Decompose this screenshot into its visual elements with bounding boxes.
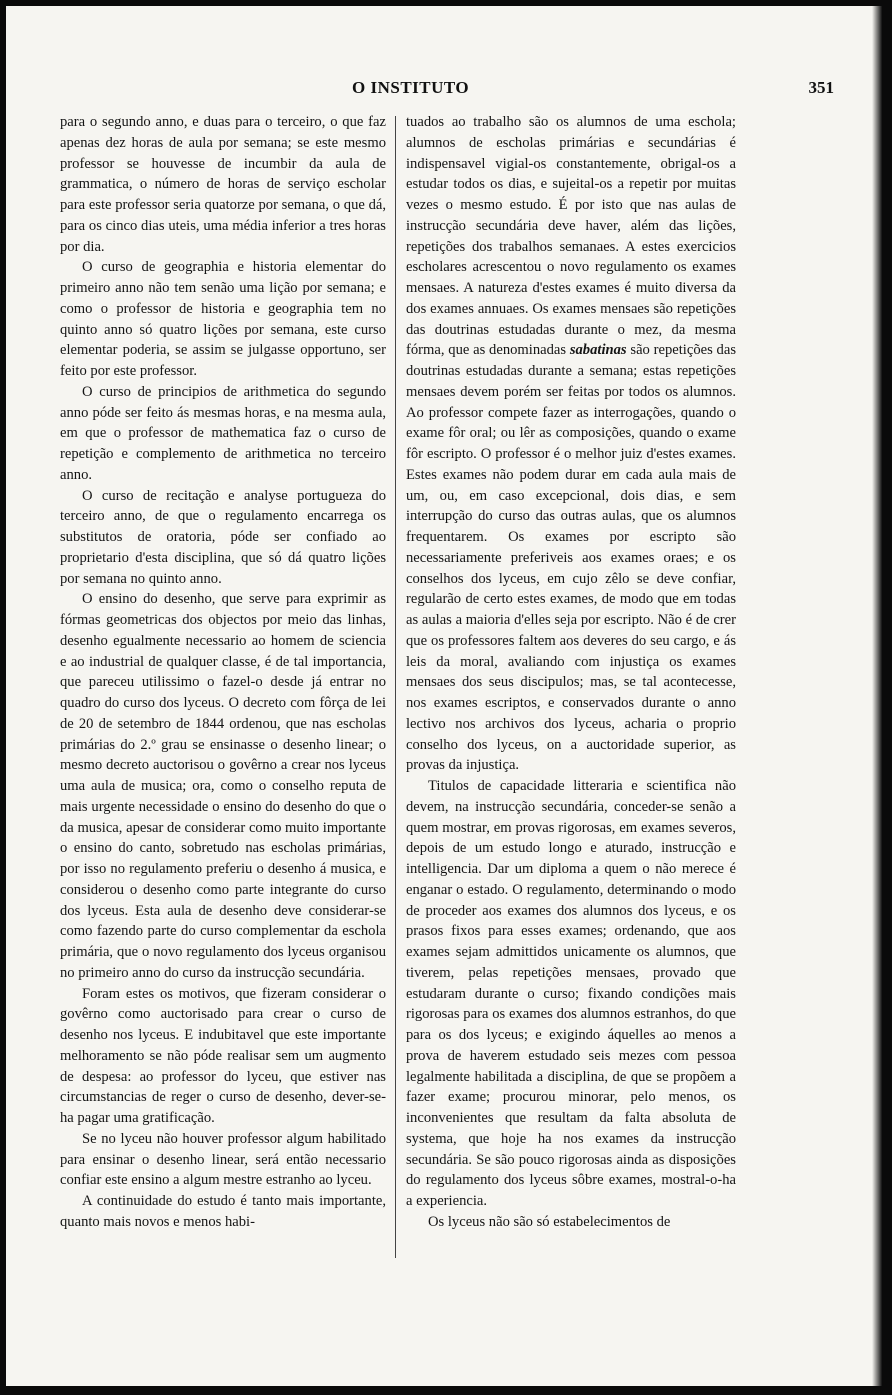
column-divider — [395, 116, 396, 1258]
italic-term: sabatinas — [569, 342, 627, 359]
journal-page — [6, 6, 882, 1386]
paragraph: Titulos de capacidade litteraria e scientifica não devem, na instrucção secundária, conceder-se senão a quem mostrar, em provas rigorosas, em exames severos, depois de um estudo longo e aturado, instrucção e intelligencia. Dar um diploma a quem o não merece é enganar o estado. O regulamento, determinando o modo de proceder aos exames dos alumnos dos lyceus, e os prasos fixos para esses exames; ordenando, que aos exames sejam admittidos unicamente os alumnos, que tiverem, pelas repetições mensaes, provado que estudaram durante o curso; fixando condições mais rigorosas para os exames dos alumnos estranhos, do que para os dos lyceus; e exigindo áquelles ao menos a prova de haverem estudado seis mezes com pessoa legalmente habilitada a disciplina, de que se propõem a fazer exame; procurou minorar, pelo menos, os inconvenientes que resultam da falta absoluta de systema, que hoje ha nos exames da instrucção secundária. Se são pouco rigorosas ainda as disposições do regulamento dos lyceus sôbre exames, mostral-o-ha a experiencia. — [406, 778, 736, 1209]
paragraph-text: são repetições das doutrinas estudadas durante a semana; estas repetições mensaes devem porém ser feitas por todos os alumnos. Ao professor compete fazer as interrogações, quando o exame fôr oral; ou lêr as composições, quando o exame fôr escripto. O professor é o melhor juiz d'estes exames. Estes exames não podem durar em cada aula mais de um, ou, em caso excepcional, dois dias, e sem interrupção do curso das outras aulas, que os alumnos frequentarem. Os exames por escripto são necessariamente preferiveis aos exames oraes; e os conselhos dos lyceus, em cujo zêlo se deve confiar, regularão de certo estes exames, de modo que em todas as aulas a maioria d'elles seja por escripto. Não é de crer que os professores faltem aos deveres do seu cargo, e ás leis da moral, avaliando com injustiça os exames mensaes dos seus discipulos; mas, se tal acontecesse, nos exames escriptos, e conservados durante o anno lectivo nos archivos dos lyceus, acharia o proprio conselho dos lyceus, on a auctoridade superior, as provas da injustiça. — [406, 342, 736, 774]
right-column — [406, 112, 736, 1233]
paragraph-text: tuados ao trabalho são os alumnos de uma eschola; alumnos de escholas primárias e secundárias é indispensavel vigial-os constantemente, obrigal-os a estudar todos os dias, e sujeital-os a repetir por muitas vezes o mesmo estudo. É por isto que nas aulas de instrucção secundária deve haver, além das lições, repetições dos trabalhos semanaes. A estes exercicios escholares acrescentou o novo regulamento os exames mensaes. A natureza d'estes exames é muito diversa da dos exames annuaes. Os exames mensaes são repetições das doutrinas estudadas durante o mez, da mesma fórma, que as denominadas — [406, 114, 736, 359]
paragraph: A continuidade do estudo é tanto mais importante, quanto mais novos e menos habi- — [60, 1193, 386, 1230]
paragraph: Se no lyceu não houver professor algum habilitado para ensinar o desenho linear, será então necessario confiar este ensino a algum mestre estranho ao lyceu. — [60, 1130, 386, 1189]
paragraph: O curso de geographia e historia elementar do primeiro anno não tem senão uma lição por semana; e como o professor de historia e geographia tem no quinto anno só quatro lições por semana, este curso elementar poderia, se assim se julgasse opportuno, ser feito por este professor. — [60, 259, 386, 379]
paragraph: Os lyceus não são só estabelecimentos de — [428, 1213, 671, 1230]
paragraph — [406, 112, 736, 776]
paragraph: O ensino do desenho, que serve para exprimir as fórmas geometricas dos objectos por meio das linhas, desenho egualmente necessario ao homem de sciencia e ao industrial de qualquer classe, é de tal importancia, que pareceu utilissimo o fazel-o desde já entrar no quadro do curso dos lyceus. O decreto com fôrça de lei de 20 de setembro de 1844 ordenou, que nas escholas primárias do 2.º grau se ensinasse o desenho linear; o mesmo decreto auctorisou o govêrno a crear nos lyceus uma aula de musica; ora, como o conselho reputa de mais urgente necessidade o ensino do desenho do que o da musica, apesar de considerar como muito importante o ensino do canto, sobretudo nas escholas primárias, por isso no regulamento preferiu o desenho á musica, e considerou o desenho como parte integrante do curso dos lyceus. Esta aula de desenho deve considerar-se como fazendo parte do curso complementar da eschola primária, que o novo regulamento dos lyceus organisou no primeiro anno do curso da instrucção secundária. — [60, 591, 386, 981]
paragraph: O curso de recitação e analyse portugueza do terceiro anno, de que o regulamento encarrega os substitutos de oratoria, póde ser confiado ao proprietario d'esta disciplina, que só dá quatro lições por semana no quinto anno. — [60, 487, 386, 587]
paragraph: Foram estes os motivos, que fizeram considerar o govêrno como auctorisado para crear o curso de desenho nos lyceus. E indubitavel que este importante melhoramento se não póde realisar sem um augmento de despesa: ao professor do lyceu, que estiver nas circumstancias de reger o curso de desenho, dever-se-ha pagar uma gratificação. — [60, 985, 386, 1126]
paragraph: O curso de principios de arithmetica do segundo anno póde ser feito ás mesmas horas, e na mesma aula, em que o professor de mathematica faz o curso de repetição e complemento de arithmetica no terceiro anno. — [60, 383, 386, 483]
page-number: 351 — [808, 78, 834, 97]
page-edge-shadow — [872, 6, 882, 1386]
left-column — [60, 112, 386, 1233]
journal-title: O INSTITUTO — [352, 78, 470, 97]
running-header — [66, 78, 834, 102]
paragraph: para o segundo anno, e duas para o terceiro, o que faz apenas dez horas de aula por semana; se este mesmo professor se houvesse de incumbir da aula de grammatica, o número de horas de serviço escholar para este professor seria quatorze por semana, o que dá, para os cinco dias uteis, uma média inferior a tres horas por dia. — [60, 114, 386, 255]
